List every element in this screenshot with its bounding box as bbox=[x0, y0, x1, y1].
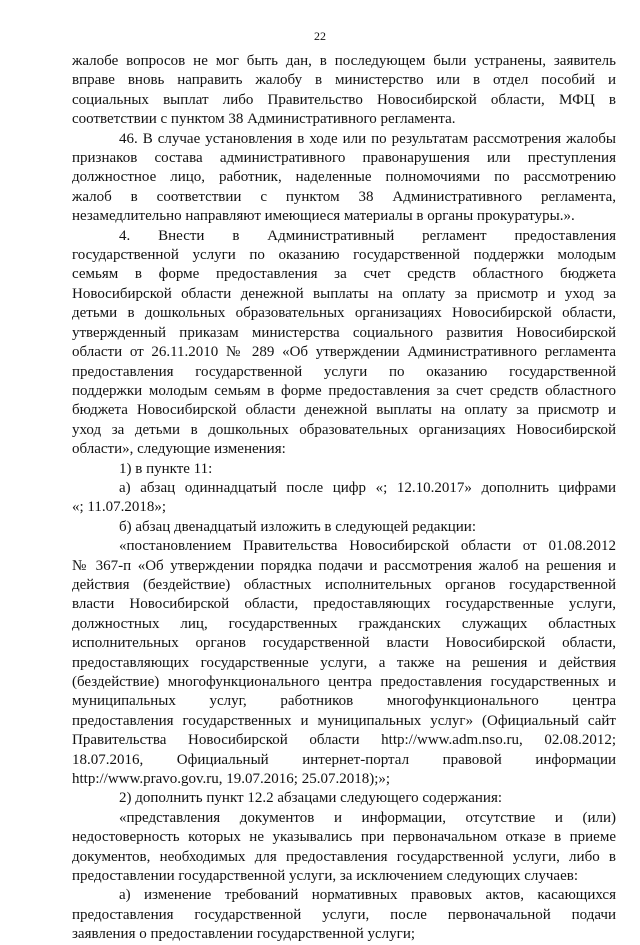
text-line: документов, необходимых для предоставления государственной услуги, либо в bbox=[72, 848, 616, 865]
text-line: незамедлительно направляют имеющиеся материалы в органы прокуратуры.». bbox=[72, 208, 575, 225]
text-line: государственной услуги по оказанию государственной поддержки молодым bbox=[72, 247, 616, 264]
text-line: недостоверность которых не указывались при первоначальном отказе в приеме bbox=[72, 829, 616, 846]
text-line: жалобе вопросов не мог быть дан, в последующем были устранены, заявитель bbox=[72, 53, 616, 69]
text-line: уход за детьми в дошкольных образовательных организациях Новосибирской bbox=[72, 421, 616, 438]
text-line: предоставлении государственной услуги, за исключением следующих случаев: bbox=[72, 868, 578, 885]
text-line: действия (бездействие) областных исполнительных органов государственной bbox=[72, 576, 616, 593]
text-line: социальных выплат либо Правительство Новосибирской области, МФЦ в bbox=[72, 91, 616, 108]
text-line: муниципальных услуг, работников многофункционального центра bbox=[72, 693, 616, 710]
text-line: «представления документов и информации, отсутствие и (или) bbox=[119, 809, 616, 826]
text-line: № 367-п «Об утверждении порядка подачи и рассмотрения жалоб на решения и bbox=[72, 557, 616, 574]
text-line: предоставления государственных и муниципальных услуг» (Официальный сайт bbox=[72, 712, 616, 729]
text-line: поддержки молодым семьям в форме предоставления за счет средств областного bbox=[72, 382, 616, 399]
text-line: 1) в пункте 11: bbox=[119, 460, 213, 477]
text-line: бюджета Новосибирской области денежной выплаты на оплату за присмотр и bbox=[72, 402, 616, 419]
text-line: б) абзац двенадцатый изложить в следующей редакции: bbox=[119, 518, 476, 535]
text-line: семьям в форме предоставления за счет средств областного бюджета bbox=[72, 266, 616, 283]
text-line: а) абзац одиннадцатый после цифр «; 12.10.2017» дополнить цифрами bbox=[119, 479, 616, 496]
text-line: признаков состава административного правонарушения или преступления bbox=[72, 150, 616, 167]
text-line: предоставления государственной услуги, после первоначальной подачи bbox=[72, 906, 616, 923]
text-line: области от 26.11.2010 № 289 «Об утверждении Административного регламента bbox=[72, 344, 616, 361]
text-line: утвержденный приказам министерства социального развития Новосибирской bbox=[72, 324, 616, 341]
text-line: Правительства Новосибирской области http://www.adm.nso.ru, 02.08.2012; bbox=[72, 732, 616, 749]
text-line: вправе вновь направить жалобу в министерство или в отдел пособий и bbox=[72, 72, 616, 89]
text-line: соответствии с пунктом 38 Административного регламента. bbox=[72, 111, 456, 128]
text-line: должностное лицо, работник, наделенные полномочиями по рассмотрению bbox=[72, 169, 616, 186]
document-body bbox=[72, 52, 616, 945]
text-line: Новосибирской области денежной выплаты на оплату за присмотр и уход за bbox=[72, 285, 616, 302]
text-line: власти Новосибирской области, предоставляющих государственные услуги, bbox=[72, 596, 616, 613]
text-line: а) изменение требований нормативных правовых актов, касающихся bbox=[119, 887, 616, 904]
text-line: жалоб в соответствии с пунктом 38 Административного регламента, bbox=[72, 188, 616, 205]
text-line: «постановлением Правительства Новосибирской области от 01.08.2012 bbox=[119, 538, 616, 555]
text-line: 46. В случае установления в ходе или по результатам рассмотрения жалобы bbox=[119, 130, 616, 147]
text-line: http://www.pravo.gov.ru, 19.07.2016; 25.07.2018);»; bbox=[72, 771, 391, 788]
text-line: 4. Внести в Административный регламент предоставления bbox=[119, 227, 616, 244]
text-line: заявления о предоставлении государственной услуги; bbox=[72, 926, 416, 943]
text-line: 2) дополнить пункт 12.2 абзацами следующего содержания: bbox=[119, 790, 503, 807]
text-line: исполнительных органов государственной власти Новосибирской области, bbox=[72, 635, 616, 652]
text-line: предоставляющих государственные услуги, а также на решения и действия bbox=[72, 654, 616, 671]
text-line: предоставления государственной услуги по оказанию государственной bbox=[72, 363, 616, 380]
text-line: детьми в дошкольных образовательных организациях Новосибирской области, bbox=[72, 305, 616, 322]
text-line: (бездействие) многофункционального центра предоставления государственных и bbox=[72, 674, 616, 690]
text-line: «; 11.07.2018»; bbox=[72, 499, 167, 516]
page-number: 22 bbox=[314, 29, 326, 43]
text-line: должностных лиц, государственных гражданских служащих областных bbox=[72, 615, 616, 632]
text-line: области», следующие изменения: bbox=[72, 441, 286, 458]
text-line: 18.07.2016, Официальный интернет-портал правовой информации bbox=[72, 751, 616, 768]
